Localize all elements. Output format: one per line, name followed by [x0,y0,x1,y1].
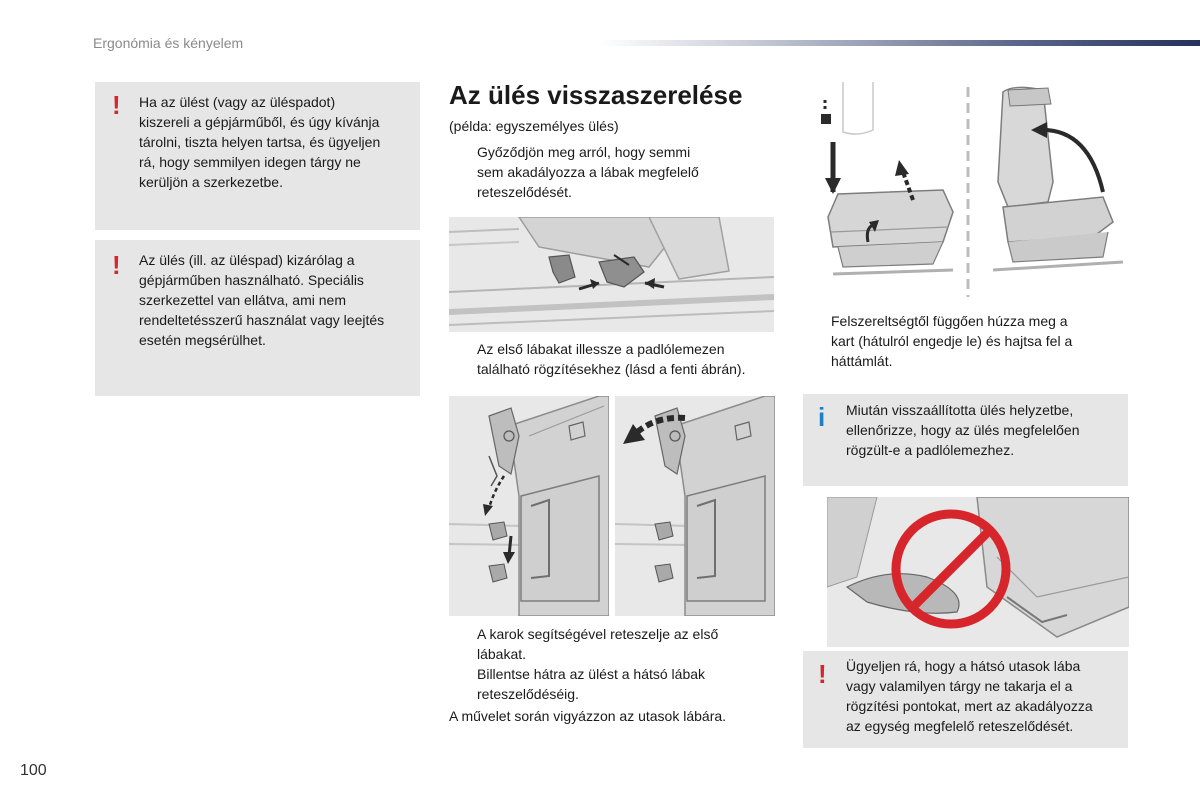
info-box-check [803,394,1128,486]
lever-lock-illustration [449,396,609,616]
info-line: rögzült-e a padlólemezhez. [846,442,1015,458]
step-line: reteszelődéséig. [477,686,579,702]
warning-line: kerüljön a szerkezetbe. [139,174,283,190]
warning-line: az egység megfelelő reteszelődését. [846,718,1074,734]
warning-line: rendeltetésszerű használat vagy leejtés [139,312,385,328]
step-line: Győződjön meg arról, hogy semmi [477,144,691,160]
warning-line: rá, hogy semmilyen idegen tárgy ne [139,154,361,170]
warning-box-feet [803,651,1128,748]
warning-line: tárolni, tiszta helyen tartsa, és ügyeljen [139,134,381,150]
step-text [477,339,746,379]
warning-text [139,92,419,192]
step-line: reteszelődését. [477,184,572,200]
step-line: sem akadályozza a lábak megfelelő [477,164,699,180]
caution-line: A művelet során vigyázzon az utasok lábára. [449,708,727,724]
step-line: A karok segítségével reteszelje az első [477,626,719,642]
instruction-step-1 [449,142,749,204]
warning-icon: ! [818,659,827,689]
info-line: ellenőrizze, hogy az ülés megfelelően [846,422,1080,438]
step-line: kart (hátulról engedje le) és hajtsa fel a [831,333,1073,349]
instruction-step-4 [449,664,769,706]
step-text [831,311,1072,371]
warning-line: rögzítési pontokat, mert az akadályozza [846,698,1093,714]
instruction-step-2 [449,339,779,381]
figure-foot-prohibited [827,497,1129,647]
seat-back-illustration [803,82,1128,297]
step-line: található rögzítésekhez (lásd a fenti ábrán). [477,361,746,377]
warning-text [846,656,1126,736]
warning-line: szerkezettel van ellátva, ami nem [139,292,346,308]
step-text [477,142,699,202]
info-icon: i [818,402,826,432]
info-text [846,400,1126,460]
step-line: Az első lábakat illessze a padlólemezen [477,341,725,357]
figure-lever-lock [449,396,609,616]
tilt-seat-illustration [615,396,775,616]
warning-line: Az ülés (ill. az üléspad) kizárólag a [139,252,355,268]
page-heading: Az ülés visszaszerelése [449,80,743,110]
figure-seat-back-raise [803,82,1128,297]
step-line: háttámlát. [831,353,893,369]
warning-line: esetén megsérülhet. [139,332,266,348]
step-line: Felszereltségtől függően húzza meg a [831,313,1068,329]
step-line: Billentse hátra az ülést a hátsó lábak [477,666,706,682]
warning-box-storage [95,82,420,230]
step-text [477,624,718,664]
warning-icon: ! [112,90,121,120]
example-note: (példa: egyszemélyes ülés) [449,118,619,134]
warning-text [139,250,419,350]
header-gradient-bar [600,40,1200,46]
warning-line: kiszereli a gépjárműből, és úgy kívánja [139,114,380,130]
figure-tilt-seat [615,396,775,616]
warning-line: Ha az ülést (vagy az üléspadot) [139,94,336,110]
section-title: Ergonómia és kényelem [93,35,244,51]
latch-illustration [449,217,774,332]
step-text [477,664,705,704]
foot-prohibited-illustration [827,497,1129,647]
instruction-step-3 [449,624,769,666]
warning-line: gépjárműben használható. Speciális [139,272,364,288]
warning-box-usage [95,240,420,396]
figure-front-legs-latch [449,217,774,332]
warning-icon: ! [112,250,121,280]
instruction-step-5 [803,311,1133,373]
info-line: Miután visszaállította ülés helyzetbe, [846,402,1074,418]
step-line: lábakat. [477,646,527,662]
warning-line: vagy valamilyen tárgy ne takarja el a [846,678,1073,694]
page-number: 100 [20,762,47,779]
warning-line: Ügyeljen rá, hogy a hátsó utasok lába [846,658,1081,674]
